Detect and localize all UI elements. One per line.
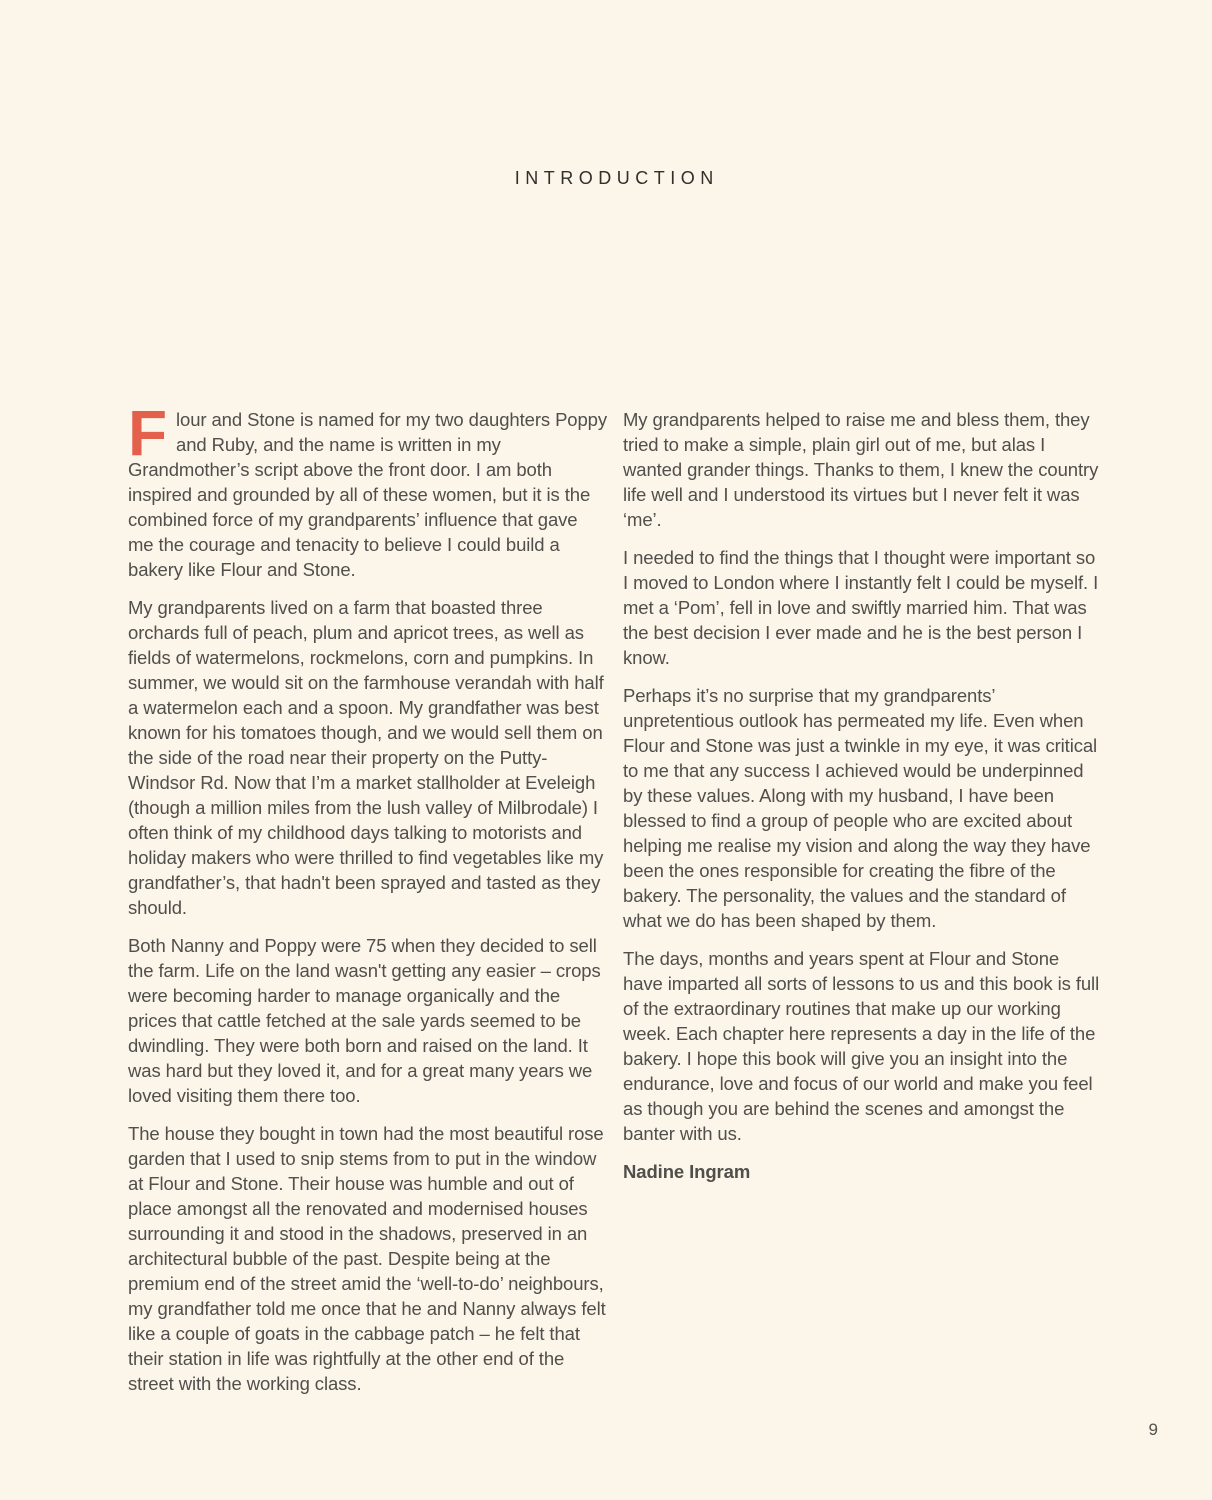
page-title: INTRODUCTION: [514, 168, 719, 188]
right-column: [623, 407, 1100, 1409]
left-column: [128, 397, 608, 1409]
paragraph-text: lour and Stone is named for my two daughters Poppy and Ruby, and the name is written in my Grandmother’s script above the front door. I am both inspired and grounded by all of these women, but it is the combined force of my grandparents’ influence that gave me the courage and tenacity to believe I could build a bakery like Flour and Stone.: [128, 409, 608, 580]
text-columns: [128, 397, 1100, 1409]
paragraph: Perhaps it’s no surprise that my grandparents’ unpretentious outlook has permeated my life. Even when Flour and Stone was just a twinkle in my eye, it was critical to me that any success I achieved would be underpinned by these values. Along with my husband, I have been blessed to find a group of people who are excited about helping me realise my vision and along the way they have been the ones responsible for creating the fibre of the bakery. The personality, the values and the standard of what we do has been shaped by them.: [623, 685, 1098, 931]
author-signature: Nadine Ingram: [623, 1161, 751, 1182]
drop-cap-letter: F: [128, 397, 167, 469]
paragraph: I needed to find the things that I thought were important so I moved to London where I instantly felt I could be myself. I met a ‘Pom’, fell in love and swiftly married him. That was the best decision I ever made and he is the best person I know.: [623, 547, 1099, 668]
paragraph: The days, months and years spent at Flour and Stone have imparted all sorts of lessons to us and this book is full of the extraordinary routines that make up our working week. Each chapter here represents a day in the life of the bakery. I hope this book will give you an insight into the endurance, love and focus of our world and make you feel as though you are behind the scenes and amongst the banter with us.: [623, 948, 1100, 1144]
paragraph-intro: [128, 397, 608, 582]
paragraph: My grandparents helped to raise me and bless them, they tried to make a simple, plain girl out of me, but alas I wanted grander things. Thanks to them, I knew the country life well and I understood its virtues but I never felt it was ‘me’.: [623, 409, 1099, 530]
paragraph: Both Nanny and Poppy were 75 when they decided to sell the farm. Life on the land wasn't getting any easier – crops were becoming harder to manage organically and the prices that cattle fetched at the sale yards seemed to be dwindling. They were both born and raised on the land. It was hard but they loved it, and for a great many years we loved visiting them there too.: [128, 935, 601, 1106]
page-number: 9: [1148, 1420, 1158, 1439]
paragraph: The house they bought in town had the most beautiful rose garden that I used to snip stems from to put in the window at Flour and Stone. Their house was humble and out of place amongst all the renovated and modernised houses surrounding it and stood in the shadows, preserved in an architectural bubble of the past. Despite being at the premium end of the street amid the ‘well-to-do’ neighbours, my grandfather told me once that he and Nanny always felt like a couple of goats in the cabbage patch – he felt that their station in life was rightfully at the other end of the street with the working class.: [128, 1123, 606, 1394]
paragraph: My grandparents lived on a farm that boasted three orchards full of peach, plum and apricot trees, as well as fields of watermelons, rockmelons, corn and pumpkins. In summer, we would sit on the farmhouse verandah with half a watermelon each and a spoon. My grandfather was best known for his tomatoes though, and we would sell them on the side of the road near their property on the Putty-Windsor Rd. Now that I’m a market stallholder at Eveleigh (though a million miles from the lush valley of Milbrodale) I often think of my childhood days talking to motorists and holiday makers who were thrilled to find vegetables like my grandfather’s, that hadn't been sprayed and tasted as they should.: [128, 597, 604, 918]
